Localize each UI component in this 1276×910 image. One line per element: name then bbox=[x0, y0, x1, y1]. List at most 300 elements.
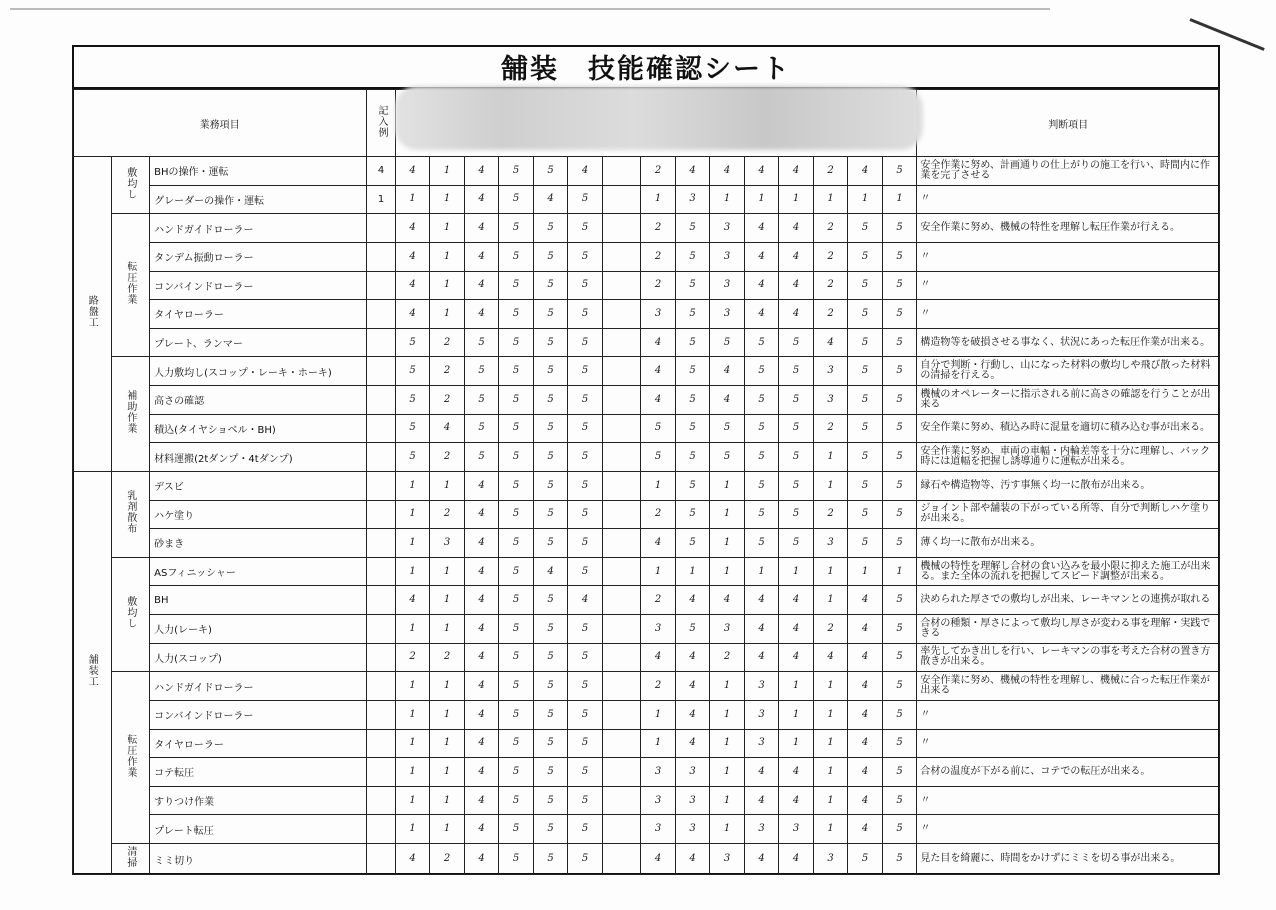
task-item: グレーダーの操作・運転 bbox=[150, 185, 367, 214]
score-cell: 5 bbox=[882, 471, 917, 500]
score-cell: 1 bbox=[813, 758, 848, 787]
score-cell: 1 bbox=[395, 471, 430, 500]
score-cell: 1 bbox=[882, 185, 917, 214]
task-item: 高さの確認 bbox=[150, 386, 367, 415]
score-cell: 5 bbox=[848, 443, 883, 472]
score-cell: 5 bbox=[568, 271, 603, 300]
score-cell: 5 bbox=[744, 414, 779, 443]
blank-score-cell bbox=[602, 786, 641, 815]
score-cell: 5 bbox=[744, 443, 779, 472]
table-row bbox=[73, 242, 1220, 271]
judge-criteria: 安全作業に努め、車両の車幅・内輪差等を十分に理解し、バック時には道幅を把握し誘導通りに運転が出来る。 bbox=[917, 443, 1220, 472]
score-cell: 5 bbox=[533, 786, 568, 815]
score-cell: 5 bbox=[848, 328, 883, 357]
score-cell: 2 bbox=[430, 386, 465, 415]
score-cell: 4 bbox=[744, 214, 779, 243]
judge-criteria: 〃 bbox=[917, 729, 1220, 758]
judge-criteria: 見た目を綺麗に、時間をかけずにミミを切る事が出来る。 bbox=[917, 844, 1220, 875]
score-cell: 4 bbox=[813, 643, 848, 672]
score-cell: 2 bbox=[641, 271, 676, 300]
score-cell: 4 bbox=[464, 471, 499, 500]
score-cell: 1 bbox=[430, 672, 465, 701]
group-label: 敷均し bbox=[111, 557, 150, 672]
score-cell: 5 bbox=[882, 643, 917, 672]
score-cell: 4 bbox=[848, 729, 883, 758]
score-cell: 1 bbox=[779, 672, 814, 701]
score-cell: 1 bbox=[641, 557, 676, 586]
score-cell: 1 bbox=[779, 557, 814, 586]
task-item: コテ転圧 bbox=[150, 758, 367, 787]
score-cell: 4 bbox=[395, 214, 430, 243]
blank-score-cell bbox=[602, 844, 641, 875]
score-cell: 1 bbox=[813, 700, 848, 729]
score-cell: 5 bbox=[533, 471, 568, 500]
score-cell: 5 bbox=[533, 615, 568, 644]
score-cell: 5 bbox=[675, 443, 710, 472]
score-cell: 4 bbox=[744, 271, 779, 300]
task-item: 砂まき bbox=[150, 529, 367, 558]
score-cell: 5 bbox=[568, 214, 603, 243]
judge-criteria: 合材の種類・厚さによって敷均し厚さが変わる事を理解・実践できる bbox=[917, 615, 1220, 644]
score-cell: 3 bbox=[710, 844, 745, 875]
score-cell: 4 bbox=[744, 586, 779, 615]
score-cell: 2 bbox=[710, 643, 745, 672]
example-value bbox=[367, 357, 395, 386]
score-cell: 2 bbox=[813, 242, 848, 271]
task-item: 人力敷均し(スコップ・レーキ・ホーキ) bbox=[150, 357, 367, 386]
score-cell: 5 bbox=[568, 185, 603, 214]
score-cell: 5 bbox=[568, 500, 603, 529]
score-cell: 3 bbox=[813, 844, 848, 875]
group-label: 補助作業 bbox=[111, 357, 150, 472]
score-cell: 4 bbox=[395, 157, 430, 186]
score-cell: 5 bbox=[675, 271, 710, 300]
score-cell: 4 bbox=[641, 844, 676, 875]
score-cell: 5 bbox=[568, 557, 603, 586]
score-cell: 5 bbox=[395, 414, 430, 443]
score-cell: 4 bbox=[641, 328, 676, 357]
score-cell: 4 bbox=[744, 643, 779, 672]
score-cell: 4 bbox=[464, 157, 499, 186]
score-cell: 2 bbox=[430, 443, 465, 472]
score-cell: 5 bbox=[533, 672, 568, 701]
score-cell: 5 bbox=[568, 643, 603, 672]
score-cell: 5 bbox=[499, 557, 534, 586]
score-cell: 5 bbox=[882, 300, 917, 329]
score-cell: 5 bbox=[464, 386, 499, 415]
score-cell: 1 bbox=[395, 729, 430, 758]
score-cell: 1 bbox=[395, 786, 430, 815]
score-cell: 4 bbox=[779, 271, 814, 300]
score-cell: 4 bbox=[533, 185, 568, 214]
score-cell: 4 bbox=[464, 271, 499, 300]
judge-header: 判断項目 bbox=[917, 90, 1220, 157]
score-cell: 1 bbox=[641, 185, 676, 214]
example-value bbox=[367, 557, 395, 586]
score-cell: 1 bbox=[395, 672, 430, 701]
judge-criteria: 〃 bbox=[917, 242, 1220, 271]
blank-score-cell bbox=[602, 300, 641, 329]
score-cell: 1 bbox=[395, 500, 430, 529]
score-cell: 4 bbox=[675, 700, 710, 729]
example-value bbox=[367, 500, 395, 529]
score-cell: 3 bbox=[641, 786, 676, 815]
score-cell: 2 bbox=[430, 844, 465, 875]
score-cell: 5 bbox=[533, 586, 568, 615]
score-cell: 4 bbox=[710, 357, 745, 386]
score-cell: 5 bbox=[499, 500, 534, 529]
score-cell: 4 bbox=[848, 615, 883, 644]
score-cell: 5 bbox=[848, 529, 883, 558]
score-cell: 5 bbox=[499, 786, 534, 815]
score-cell: 5 bbox=[568, 729, 603, 758]
table-row bbox=[73, 586, 1220, 615]
redacted-names-blur bbox=[395, 86, 923, 150]
score-cell: 5 bbox=[675, 500, 710, 529]
score-cell: 1 bbox=[641, 700, 676, 729]
score-cell: 5 bbox=[499, 586, 534, 615]
score-cell: 3 bbox=[710, 242, 745, 271]
table-row bbox=[73, 500, 1220, 529]
score-cell: 4 bbox=[464, 242, 499, 271]
score-cell: 4 bbox=[779, 586, 814, 615]
score-cell: 1 bbox=[813, 586, 848, 615]
score-cell: 1 bbox=[813, 557, 848, 586]
blank-score-cell bbox=[602, 242, 641, 271]
score-cell: 4 bbox=[641, 643, 676, 672]
score-cell: 1 bbox=[430, 615, 465, 644]
score-cell: 2 bbox=[641, 586, 676, 615]
example-value: 1 bbox=[367, 185, 395, 214]
score-cell: 4 bbox=[641, 357, 676, 386]
blank-score-cell bbox=[602, 271, 641, 300]
score-cell: 5 bbox=[710, 414, 745, 443]
score-cell: 4 bbox=[464, 500, 499, 529]
score-cell: 3 bbox=[675, 786, 710, 815]
score-cell: 5 bbox=[533, 815, 568, 844]
score-cell: 5 bbox=[499, 729, 534, 758]
score-cell: 5 bbox=[499, 242, 534, 271]
judge-criteria: 〃 bbox=[917, 300, 1220, 329]
score-cell: 4 bbox=[464, 729, 499, 758]
score-cell: 2 bbox=[641, 500, 676, 529]
score-cell: 5 bbox=[568, 386, 603, 415]
score-cell: 1 bbox=[813, 815, 848, 844]
score-cell: 4 bbox=[710, 157, 745, 186]
judge-criteria: 率先してかき出しを行い、レーキマンの事を考えた合材の置き方散きが出来る。 bbox=[917, 643, 1220, 672]
task-item: タイヤローラー bbox=[150, 729, 367, 758]
example-value bbox=[367, 758, 395, 787]
score-cell: 5 bbox=[641, 443, 676, 472]
task-item: BHの操作・運転 bbox=[150, 157, 367, 186]
score-cell: 1 bbox=[430, 214, 465, 243]
score-cell: 3 bbox=[744, 700, 779, 729]
score-cell: 5 bbox=[499, 214, 534, 243]
score-cell: 2 bbox=[813, 271, 848, 300]
score-cell: 5 bbox=[499, 844, 534, 875]
group-label: 敷均し bbox=[111, 157, 150, 214]
score-cell: 5 bbox=[499, 471, 534, 500]
score-cell: 4 bbox=[779, 643, 814, 672]
group-label: 乳剤散布 bbox=[111, 471, 150, 557]
score-cell: 5 bbox=[848, 500, 883, 529]
score-cell: 5 bbox=[744, 471, 779, 500]
example-value bbox=[367, 271, 395, 300]
score-cell: 5 bbox=[882, 500, 917, 529]
score-cell: 4 bbox=[464, 700, 499, 729]
score-cell: 5 bbox=[568, 471, 603, 500]
score-cell: 4 bbox=[464, 758, 499, 787]
scan-edge-line bbox=[10, 8, 1050, 10]
score-cell: 4 bbox=[675, 729, 710, 758]
score-cell: 5 bbox=[675, 214, 710, 243]
score-cell: 5 bbox=[675, 529, 710, 558]
task-item: ハンドガイドローラー bbox=[150, 672, 367, 701]
score-cell: 4 bbox=[779, 242, 814, 271]
score-cell: 5 bbox=[779, 529, 814, 558]
score-cell: 1 bbox=[395, 557, 430, 586]
score-cell: 4 bbox=[779, 300, 814, 329]
score-cell: 4 bbox=[568, 157, 603, 186]
score-cell: 5 bbox=[499, 328, 534, 357]
score-cell: 4 bbox=[430, 414, 465, 443]
score-cell: 1 bbox=[395, 185, 430, 214]
score-cell: 5 bbox=[499, 157, 534, 186]
score-cell: 5 bbox=[533, 500, 568, 529]
score-cell: 5 bbox=[779, 500, 814, 529]
score-cell: 1 bbox=[430, 586, 465, 615]
score-cell: 5 bbox=[779, 443, 814, 472]
score-cell: 5 bbox=[710, 328, 745, 357]
score-cell: 5 bbox=[675, 242, 710, 271]
score-cell: 5 bbox=[568, 529, 603, 558]
task-item: すりつけ作業 bbox=[150, 786, 367, 815]
blank-score-cell bbox=[602, 386, 641, 415]
score-cell: 5 bbox=[779, 471, 814, 500]
skill-check-table bbox=[72, 89, 1220, 875]
section-label: 舗装工 bbox=[73, 471, 112, 874]
score-cell: 1 bbox=[779, 185, 814, 214]
score-cell: 5 bbox=[848, 386, 883, 415]
score-cell: 2 bbox=[813, 414, 848, 443]
judge-criteria: 〃 bbox=[917, 815, 1220, 844]
score-cell: 5 bbox=[675, 386, 710, 415]
score-cell: 1 bbox=[779, 729, 814, 758]
score-cell: 5 bbox=[533, 357, 568, 386]
judge-criteria: 縁石や構造物等、汚す事無く均一に散布が出来る。 bbox=[917, 471, 1220, 500]
judge-criteria: 安全作業に努め、計画通りの仕上がりの施工を行い、時間内に作業を完了させる bbox=[917, 157, 1220, 186]
score-cell: 5 bbox=[499, 357, 534, 386]
judge-criteria: 〃 bbox=[917, 271, 1220, 300]
table-row bbox=[73, 643, 1220, 672]
score-cell: 2 bbox=[641, 672, 676, 701]
task-item: ASフィニッシャー bbox=[150, 557, 367, 586]
score-cell: 5 bbox=[882, 529, 917, 558]
score-cell: 2 bbox=[813, 214, 848, 243]
score-cell: 4 bbox=[395, 242, 430, 271]
score-cell: 4 bbox=[744, 844, 779, 875]
judge-criteria: 安全作業に努め、機械の特性を理解し転圧作業が行える。 bbox=[917, 214, 1220, 243]
example-value bbox=[367, 214, 395, 243]
table-row bbox=[73, 386, 1220, 415]
score-cell: 3 bbox=[813, 357, 848, 386]
score-cell: 5 bbox=[882, 157, 917, 186]
score-cell: 4 bbox=[568, 586, 603, 615]
score-cell: 3 bbox=[744, 672, 779, 701]
example-value: 4 bbox=[367, 157, 395, 186]
score-cell: 4 bbox=[848, 786, 883, 815]
score-cell: 5 bbox=[710, 443, 745, 472]
score-cell: 5 bbox=[568, 300, 603, 329]
score-cell: 4 bbox=[464, 586, 499, 615]
example-value bbox=[367, 328, 395, 357]
blank-score-cell bbox=[602, 615, 641, 644]
score-cell: 5 bbox=[533, 157, 568, 186]
group-label: 清掃 bbox=[111, 844, 150, 875]
score-cell: 5 bbox=[568, 672, 603, 701]
score-cell: 3 bbox=[710, 615, 745, 644]
score-cell: 1 bbox=[710, 500, 745, 529]
score-cell: 5 bbox=[882, 271, 917, 300]
score-cell: 5 bbox=[882, 729, 917, 758]
score-cell: 5 bbox=[779, 414, 814, 443]
score-cell: 5 bbox=[533, 214, 568, 243]
score-cell: 1 bbox=[710, 672, 745, 701]
score-cell: 3 bbox=[813, 386, 848, 415]
score-cell: 5 bbox=[848, 471, 883, 500]
example-value bbox=[367, 786, 395, 815]
table-row bbox=[73, 844, 1220, 875]
judge-criteria: 構造物等を破損させる事なく、状況にあった転圧作業が出来る。 bbox=[917, 328, 1220, 357]
score-cell: 5 bbox=[499, 271, 534, 300]
score-cell: 1 bbox=[395, 615, 430, 644]
score-cell: 4 bbox=[641, 386, 676, 415]
score-cell: 5 bbox=[848, 414, 883, 443]
score-cell: 5 bbox=[882, 758, 917, 787]
task-item: タンデム振動ローラー bbox=[150, 242, 367, 271]
score-cell: 5 bbox=[499, 643, 534, 672]
task-item: プレート、ランマー bbox=[150, 328, 367, 357]
score-cell: 5 bbox=[499, 386, 534, 415]
blank-score-cell bbox=[602, 643, 641, 672]
score-cell: 5 bbox=[533, 729, 568, 758]
score-cell: 5 bbox=[848, 357, 883, 386]
score-cell: 5 bbox=[568, 443, 603, 472]
score-cell: 4 bbox=[675, 157, 710, 186]
score-cell: 5 bbox=[533, 328, 568, 357]
score-cell: 4 bbox=[710, 386, 745, 415]
table-row bbox=[73, 443, 1220, 472]
score-cell: 5 bbox=[882, 414, 917, 443]
example-value bbox=[367, 471, 395, 500]
score-cell: 1 bbox=[641, 729, 676, 758]
score-cell: 3 bbox=[430, 529, 465, 558]
table-row bbox=[73, 357, 1220, 386]
table-row bbox=[73, 529, 1220, 558]
score-cell: 1 bbox=[430, 557, 465, 586]
score-cell: 5 bbox=[395, 328, 430, 357]
task-item: ハンドガイドローラー bbox=[150, 214, 367, 243]
score-cell: 5 bbox=[848, 214, 883, 243]
task-item: BH bbox=[150, 586, 367, 615]
score-cell: 2 bbox=[641, 242, 676, 271]
score-cell: 5 bbox=[464, 443, 499, 472]
score-cell: 5 bbox=[533, 529, 568, 558]
score-cell: 2 bbox=[813, 157, 848, 186]
score-cell: 4 bbox=[848, 157, 883, 186]
example-value bbox=[367, 386, 395, 415]
score-cell: 5 bbox=[675, 414, 710, 443]
score-cell: 4 bbox=[813, 328, 848, 357]
score-cell: 5 bbox=[568, 758, 603, 787]
table-row bbox=[73, 328, 1220, 357]
score-cell: 4 bbox=[744, 242, 779, 271]
score-cell: 3 bbox=[675, 815, 710, 844]
score-cell: 5 bbox=[882, 242, 917, 271]
score-cell: 1 bbox=[882, 557, 917, 586]
score-cell: 2 bbox=[430, 500, 465, 529]
blank-score-cell bbox=[602, 729, 641, 758]
score-cell: 5 bbox=[533, 700, 568, 729]
score-cell: 1 bbox=[710, 815, 745, 844]
task-header: 業務項目 bbox=[73, 90, 367, 157]
score-cell: 1 bbox=[813, 443, 848, 472]
score-cell: 5 bbox=[882, 815, 917, 844]
score-cell: 4 bbox=[744, 786, 779, 815]
score-cell: 4 bbox=[744, 157, 779, 186]
score-cell: 5 bbox=[882, 586, 917, 615]
table-row bbox=[73, 271, 1220, 300]
judge-criteria: 機械のオペレーターに指示される前に高さの確認を行うことが出来る bbox=[917, 386, 1220, 415]
judge-criteria: 〃 bbox=[917, 700, 1220, 729]
page-title: 舗装 技能確認シート bbox=[72, 45, 1220, 89]
score-cell: 5 bbox=[744, 529, 779, 558]
blank-score-cell bbox=[602, 758, 641, 787]
score-cell: 4 bbox=[744, 758, 779, 787]
score-cell: 5 bbox=[848, 300, 883, 329]
score-cell: 4 bbox=[675, 844, 710, 875]
score-cell: 4 bbox=[464, 214, 499, 243]
score-cell: 2 bbox=[430, 357, 465, 386]
blank-score-cell bbox=[602, 557, 641, 586]
judge-criteria: 決められた厚さでの敷均しが出来、レーキマンとの連携が取れる bbox=[917, 586, 1220, 615]
task-item: デスビ bbox=[150, 471, 367, 500]
score-cell: 5 bbox=[744, 500, 779, 529]
score-cell: 5 bbox=[744, 386, 779, 415]
score-cell: 1 bbox=[430, 729, 465, 758]
blank-score-cell bbox=[602, 700, 641, 729]
example-value bbox=[367, 815, 395, 844]
judge-criteria: 安全作業に努め、積込み時に混量を適切に積み込む事が出来る。 bbox=[917, 414, 1220, 443]
score-cell: 3 bbox=[641, 815, 676, 844]
score-cell: 1 bbox=[430, 300, 465, 329]
score-cell: 1 bbox=[710, 700, 745, 729]
example-value bbox=[367, 300, 395, 329]
task-item: コンバインドローラー bbox=[150, 271, 367, 300]
score-cell: 2 bbox=[395, 643, 430, 672]
score-cell: 5 bbox=[882, 700, 917, 729]
task-item: 人力(スコップ) bbox=[150, 643, 367, 672]
judge-criteria: ジョイント部や舗装の下がっている所等、自分で判断しハケ塗りが出来る。 bbox=[917, 500, 1220, 529]
score-cell: 1 bbox=[430, 758, 465, 787]
blank-score-cell bbox=[602, 672, 641, 701]
score-cell: 1 bbox=[813, 471, 848, 500]
score-cell: 5 bbox=[882, 328, 917, 357]
score-cell: 5 bbox=[568, 700, 603, 729]
table-row bbox=[73, 414, 1220, 443]
blank-score-cell bbox=[602, 328, 641, 357]
judge-criteria: 薄く均一に散布が出来る。 bbox=[917, 529, 1220, 558]
